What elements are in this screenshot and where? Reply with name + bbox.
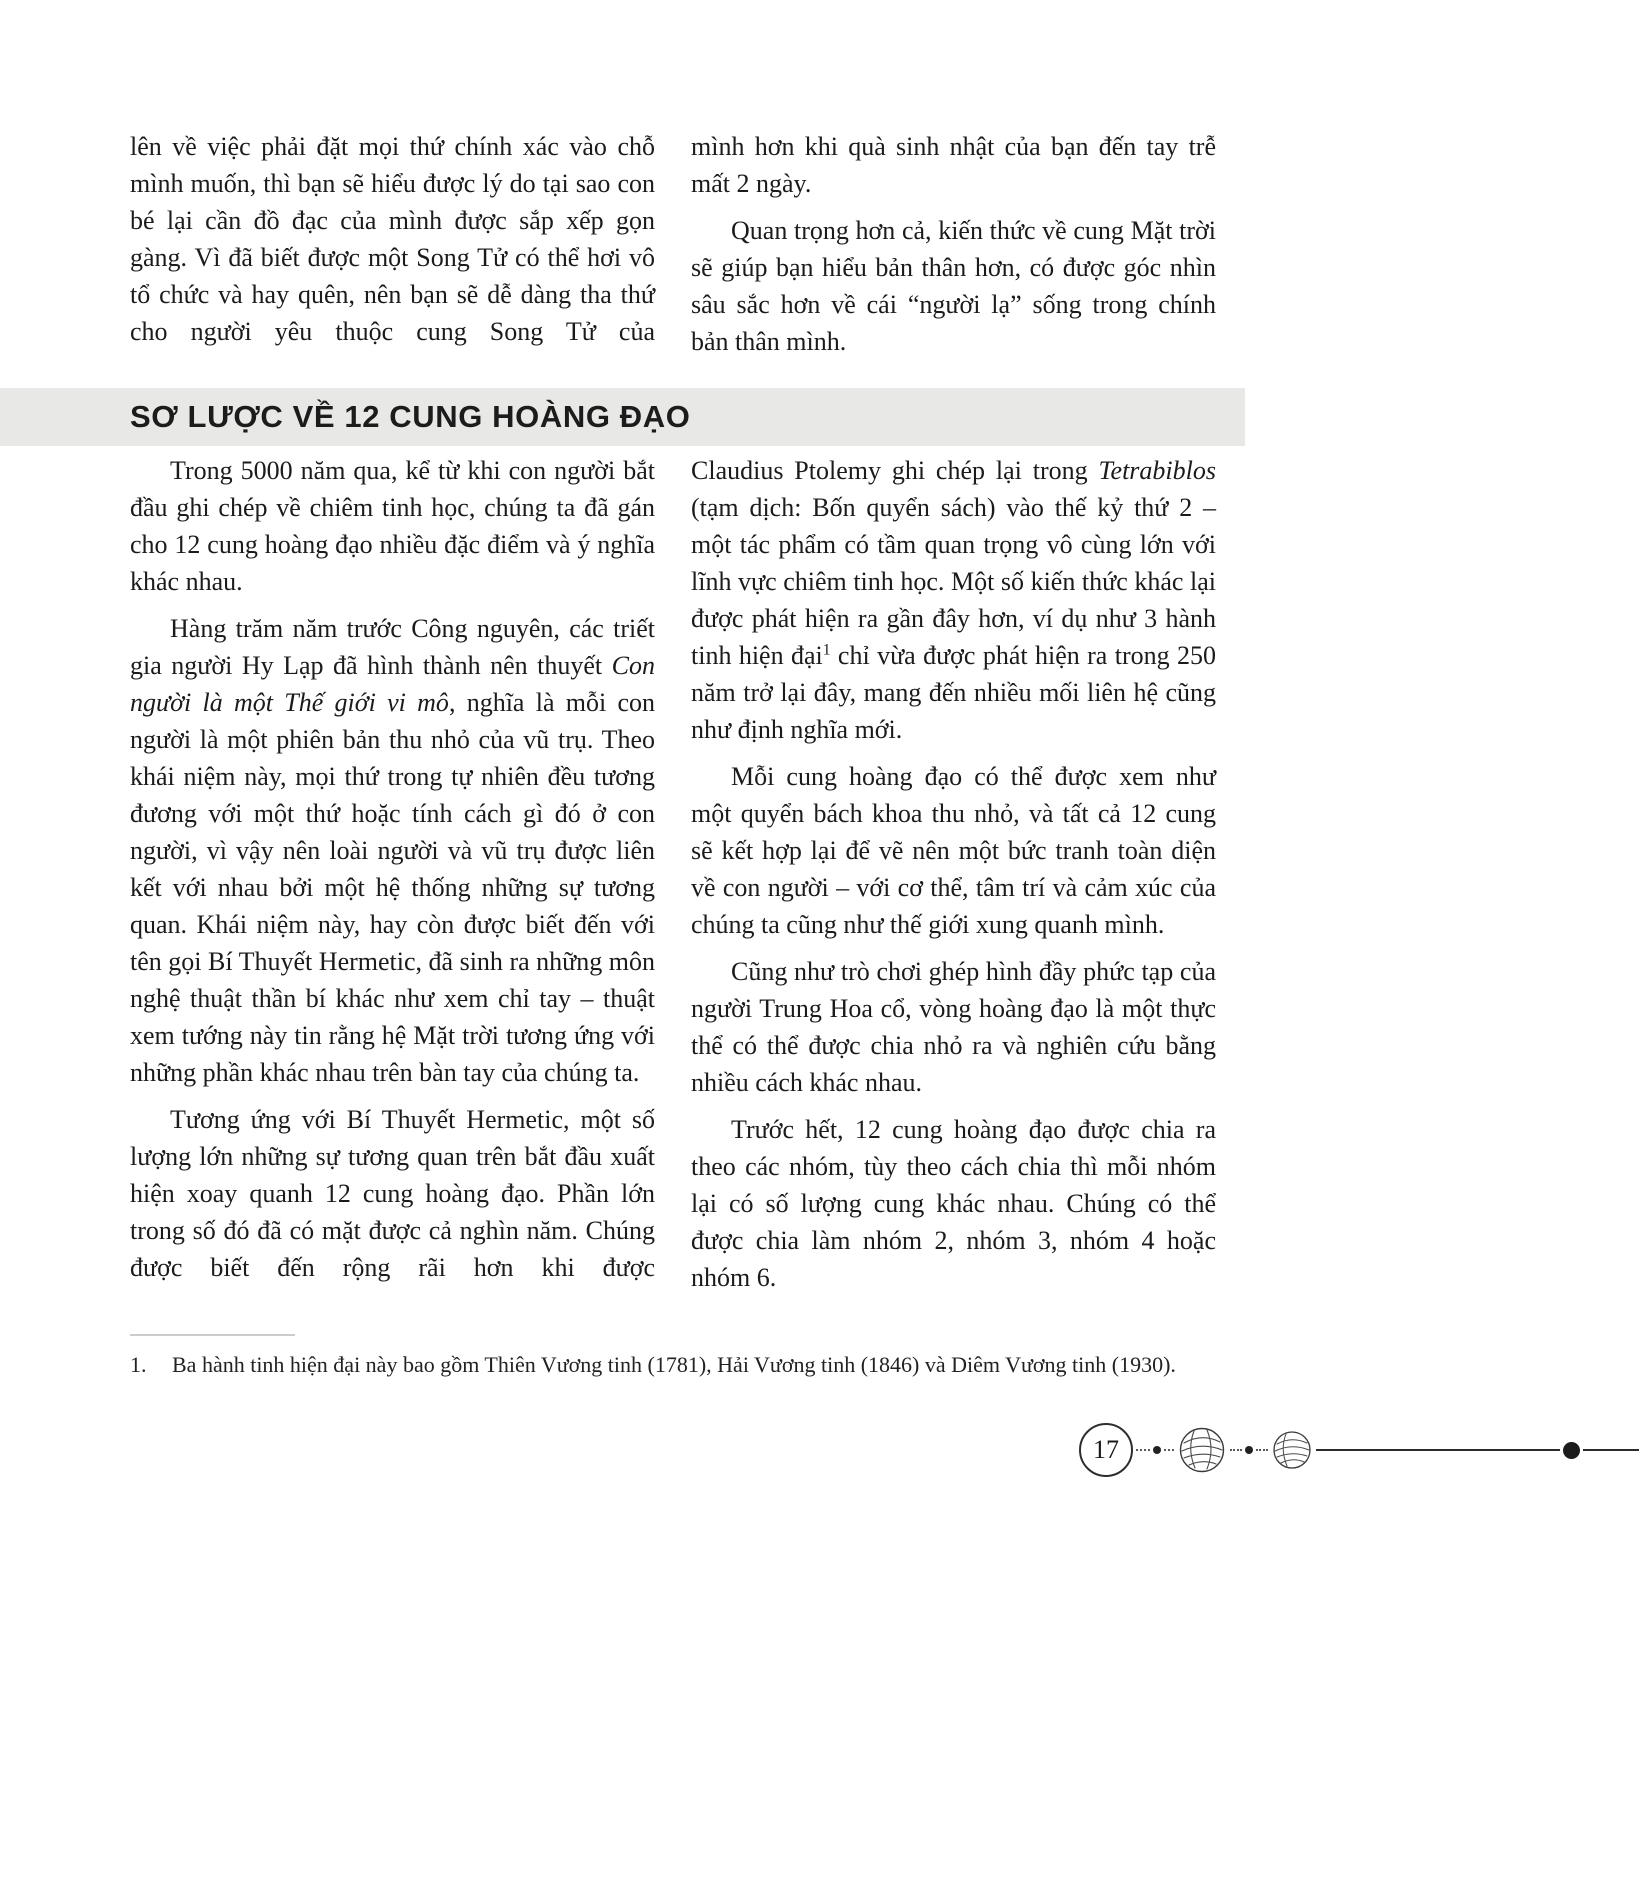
- section-heading-bar: [0, 388, 1245, 446]
- body-columns: [130, 452, 1216, 1296]
- paragraph: Trước hết, 12 cung hoàng đạo được chia ra theo các nhóm, tùy theo cách chia thì mỗi nhóm lại có số lượng cung khác nhau. Chúng có thể được chia làm nhóm 2, nhóm 3, nhóm 4 hoặc nhóm 6.: [691, 1115, 1216, 1292]
- footer-dotted-line: [1256, 1449, 1268, 1451]
- paragraph-text: , nghĩa là mỗi con người là một phiên bản thu nhỏ của vũ trụ. Theo khái niệm này, mọi thứ trong tự nhiên đều tương đương với một thứ hoặc tính cách gì đó ở con người, vì vậy nên loài người và vũ trụ được liên kết với nhau bởi một hệ thống những sự tương quan. Khái niệm này, hay còn được biết đến với tên gọi Bí Thuyết Hermetic, đã sinh ra những môn nghệ thuật thần bí khác như xem chỉ tay – thuật xem tướng này tin rằng hệ Mặt trời tương ứng với những phần khác nhau trên bàn tay của chúng ta.: [130, 688, 655, 1087]
- paragraph-text: Claudius Ptolemy ghi chép lại trong: [691, 456, 1099, 485]
- footnote-divider: [130, 1334, 295, 1336]
- body-right-column: [691, 452, 1216, 1296]
- paragraph: Tương ứng với Bí Thuyết Hermetic, một số lượng lớn những sự tương quan trên bắt đầu xuất hiện xoay quanh 12 cung hoàng đạo. Phần lớn trong số đó đã có mặt được cả nghìn năm. Chúng được biết đến rộng rãi hơn khi được: [130, 1105, 655, 1282]
- italic-phrase: Tetrabiblos: [1098, 456, 1216, 485]
- footnote-marker: 1.: [130, 1352, 147, 1377]
- paragraph-text: Hàng trăm năm trước Công nguyên, các triết gia người Hy Lạp đã hình thành nên thuyết: [130, 614, 655, 680]
- intro-columns: [130, 128, 1216, 360]
- footnote: [130, 1350, 1216, 1380]
- footer-dotted-line: [1136, 1449, 1150, 1451]
- italic-phrase: Con người là một Thế giới vi mô: [130, 651, 655, 717]
- footnote-block: [130, 1334, 1216, 1380]
- paragraph: lên về việc phải đặt mọi thứ chính xác vào chỗ mình muốn, thì bạn sẽ hiểu được lý do tại sao con bé lại cần đồ đạc của mình được sắp xếp gọn gàng. Vì đã biết được một Song Tử có thể hơi vô tổ chức và hay quên, nên bạn sẽ dễ dàng tha thứ cho người yêu thuộc cung Song Tử của: [130, 132, 655, 346]
- footer-line: [1316, 1449, 1560, 1451]
- intro-left-column: [130, 128, 655, 360]
- footnote-reference: 1: [822, 641, 831, 659]
- footer-dotted-line: [1230, 1449, 1242, 1451]
- footer-dot: [1563, 1442, 1580, 1459]
- paragraph: Quan trọng hơn cả, kiến thức về cung Mặt trời sẽ giúp bạn hiểu bản thân hơn, có được góc nhìn sâu sắc hơn về cái “người lạ” sống trong chính bản thân mình.: [691, 216, 1216, 356]
- footer-line: [1583, 1449, 1639, 1451]
- paragraph: mình hơn khi quà sinh nhật của bạn đến tay trễ mất 2 ngày.: [691, 132, 1216, 198]
- paragraph-text: (tạm dịch: Bốn quyển sách) vào thế kỷ thứ 2 – một tác phẩm có tầm quan trọng vô cùng lớn với lĩnh vực chiêm tinh học. Một số kiến thức khác lại được phát hiện ra gần đây hơn, ví dụ như 3 hành tinh hiện đại: [691, 493, 1216, 670]
- page-number-badge: [1079, 1423, 1133, 1477]
- intro-right-column: [691, 128, 1216, 360]
- footnote-text: Ba hành tinh hiện đại này bao gồm Thiên Vương tinh (1781), Hải Vương tinh (1846) và Diêm Vương tinh (1930).: [172, 1352, 1176, 1377]
- section-heading: SƠ LƯỢC VỀ 12 CUNG HOÀNG ĐẠO: [130, 399, 691, 434]
- paragraph: [691, 452, 1216, 748]
- intro-section: [130, 128, 1216, 360]
- footer-dotted-line: [1164, 1449, 1174, 1451]
- paragraph: [130, 610, 655, 1091]
- page-footer-ornament: [1079, 1420, 1639, 1480]
- section-body: [130, 452, 1216, 1296]
- body-left-column: [130, 452, 655, 1296]
- paragraph: Cũng như trò chơi ghép hình đầy phức tạp của người Trung Hoa cổ, vòng hoàng đạo là một thực thể có thể được chia nhỏ ra và nghiên cứu bằng nhiều cách khác nhau.: [691, 957, 1216, 1097]
- footer-dot: [1153, 1446, 1161, 1454]
- page-number: 17: [1093, 1435, 1119, 1464]
- footer-dot: [1245, 1446, 1253, 1454]
- ornament-sphere-icon: [1177, 1425, 1227, 1475]
- paragraph: Trong 5000 năm qua, kể từ khi con người bắt đầu ghi chép về chiêm tinh học, chúng ta đã gán cho 12 cung hoàng đạo nhiều đặc điểm và ý nghĩa khác nhau.: [130, 456, 655, 596]
- paragraph-text: chỉ vừa được phát hiện ra trong 250 năm trở lại đây, mang đến nhiều mối liên hệ cũng như định nghĩa mới.: [691, 641, 1216, 744]
- ornament-sphere-icon: [1271, 1429, 1313, 1471]
- paragraph: Mỗi cung hoàng đạo có thể được xem như một quyển bách khoa thu nhỏ, và tất cả 12 cung sẽ kết hợp lại để vẽ nên một bức tranh toàn diện về con người – với cơ thể, tâm trí và cảm xúc của chúng ta cũng như thế giới xung quanh mình.: [691, 762, 1216, 939]
